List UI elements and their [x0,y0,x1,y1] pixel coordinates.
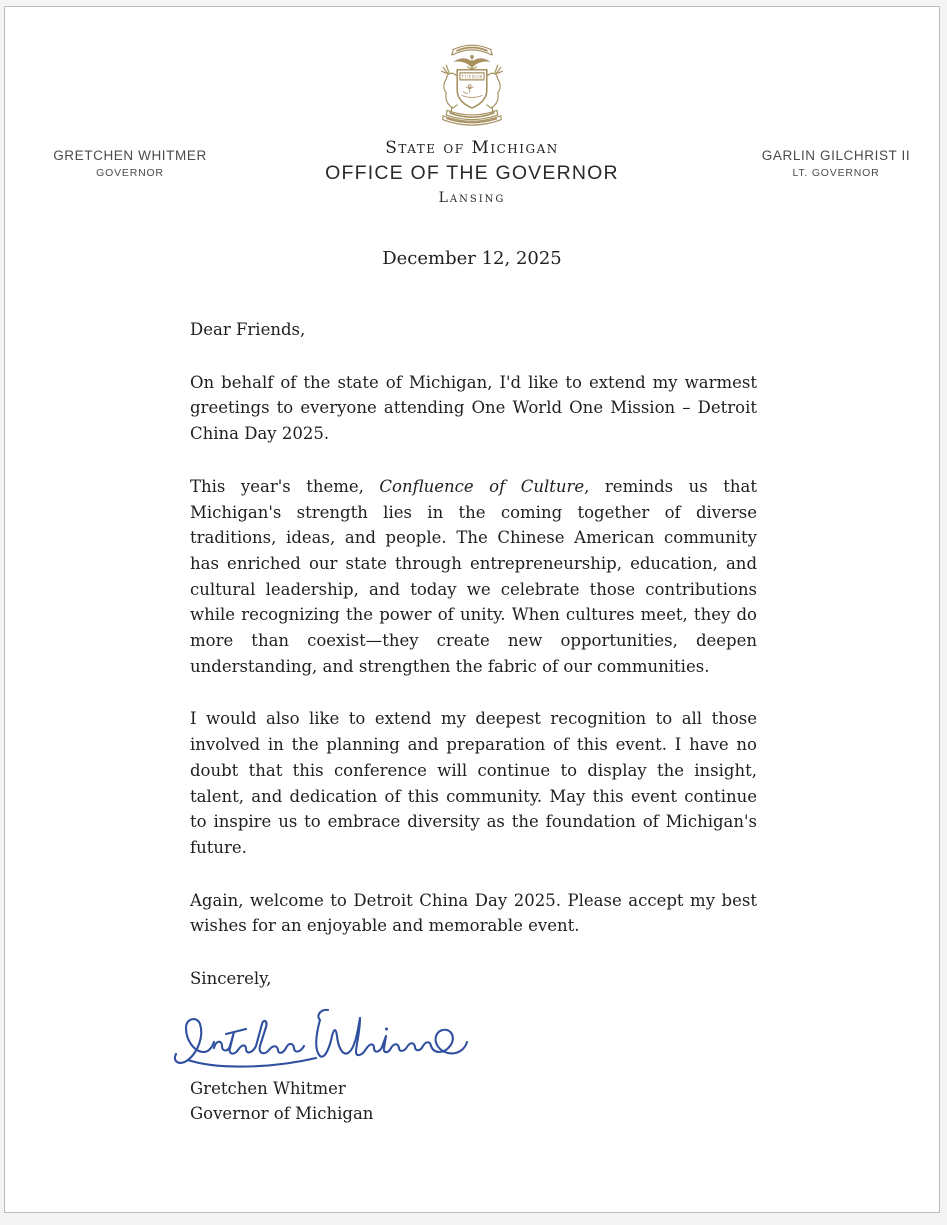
office-of-governor-line: OFFICE OF THE GOVERNOR [325,162,619,184]
theme-title-italic: Confluence of Culture [379,476,585,496]
signature-ink-icon [170,996,470,1074]
governor-name-block [25,148,235,179]
michigan-state-seal [5,37,939,133]
paragraph-greeting: On behalf of the state of Michigan, I'd like to extend my warmest greetings to everyone attending One World One Mission – Detroit China Day 2025. [190,372,757,444]
paragraph-theme [190,474,757,680]
letter-paper [4,6,940,1213]
paragraph-recognition: I would also like to extend my deepest recognition to all those involved in the planning and preparation of this event. I have no doubt that this conference will continue to display the insight, talent, and dedication of this community. May this event continue to inspire us to embrace diversity as the foundation of Michigan's future. [190,709,757,857]
paragraph-welcome: Again, welcome to Detroit China Day 2025. Please accept my best wishes for an enjoyable and memorable event. [190,890,757,936]
paragraph-theme-lead: This year's theme, [190,476,380,496]
handwritten-signature [170,996,757,1074]
signer-name: Gretchen Whitmer [190,1078,346,1098]
paragraph-theme-rest: , reminds us that Michigan's strength lies in the coming together of diverse traditions, ideas, and people. The Chinese American community has enriched our state through entrepreneurship, education, and cultural leadership, and today we celebrate those contributions while recognizing the power of unity. When cultures meet, they do more than coexist—they create new opportunities, deepen understanding, and strengthen the fabric of our communities. [190,476,758,676]
closing-line: Sincerely, [190,969,272,989]
lt-governor-name: GARLIN GILCHRIST II [761,148,911,163]
lansing-line: Lansing [438,190,506,206]
signer-title: Governor of Michigan [190,1104,374,1124]
governor-name: GRETCHEN WHITMER [53,148,207,163]
governor-title: GOVERNOR [96,167,164,179]
seal-band-text: TUEBOR [461,75,483,81]
lt-governor-name-block [731,148,941,179]
letter-date: December 12, 2025 [382,248,562,269]
michigan-seal-icon [432,37,512,129]
salutation: Dear Friends, [190,320,306,339]
state-of-michigan-line: State of Michigan [385,138,559,158]
lt-governor-title: LT. GOVERNOR [792,167,880,179]
letter-body [190,317,757,1127]
